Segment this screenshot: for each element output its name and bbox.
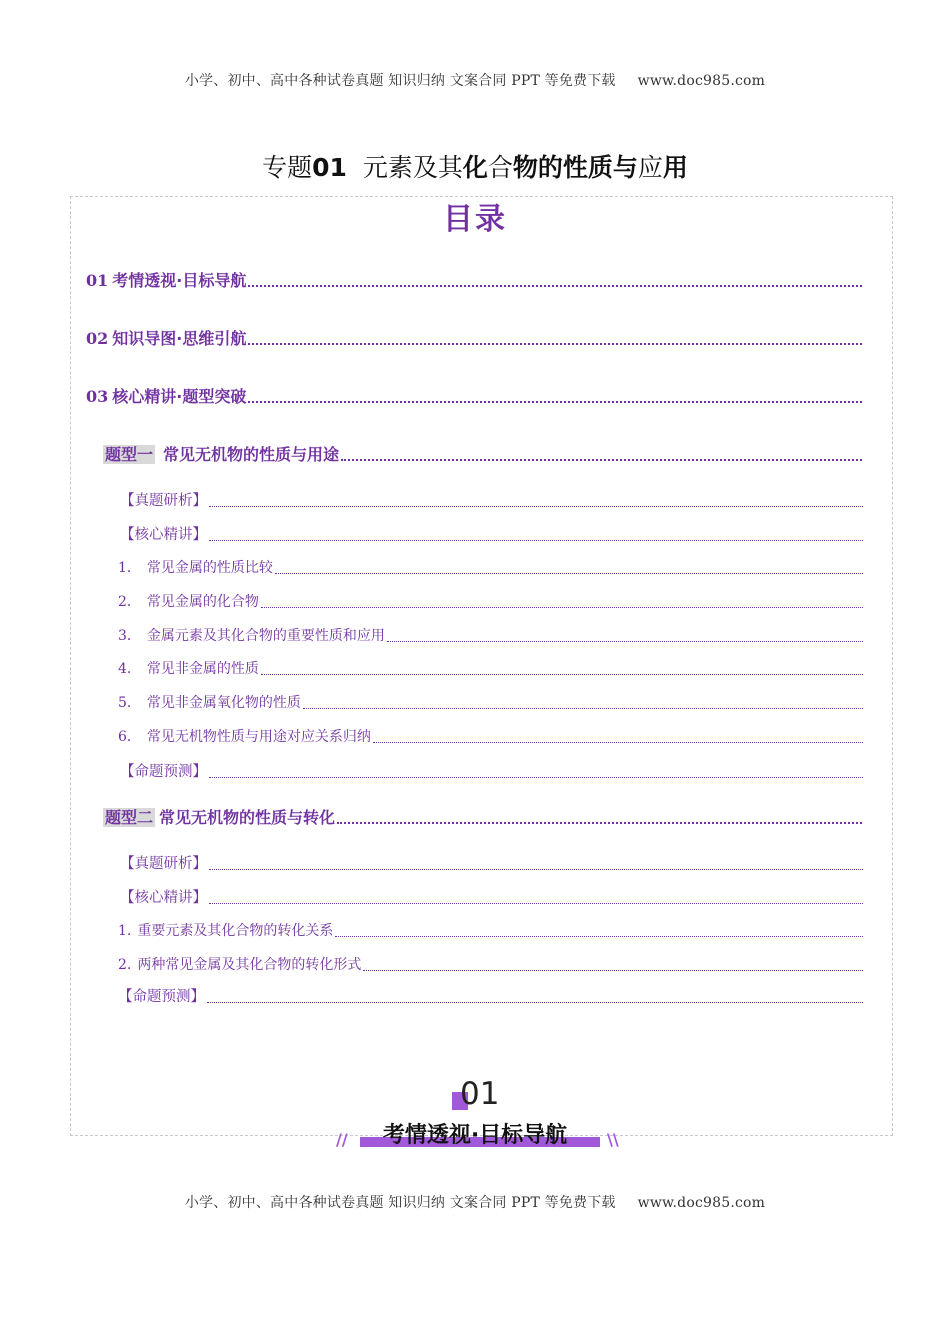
toc-section-03[interactable] (86, 384, 862, 407)
title-part-4: 化 (462, 153, 488, 182)
document-title (0, 148, 950, 184)
toc-type-1[interactable] (103, 442, 862, 465)
toc-point-2-2[interactable] (118, 954, 863, 974)
toc-leader-dots (248, 401, 862, 403)
toc-item-label: 【真题研析】 (120, 493, 207, 509)
toc-item-zhenti-2[interactable] (120, 852, 863, 873)
toc-leader-dots (387, 641, 863, 642)
toc-type-label: 常见无机物的性质与用途 (163, 445, 340, 464)
toc-point-2-1[interactable] (118, 920, 863, 940)
toc-item-zhenti-1[interactable] (120, 489, 863, 510)
title-part-5: 合 (487, 153, 513, 182)
toc-section-label: 考情透视·目标导航 (112, 271, 247, 290)
toc-leader-dots (248, 343, 862, 345)
toc-leader-dots (209, 540, 863, 541)
toc-leader-dots (261, 674, 863, 675)
toc-type-2[interactable] (103, 805, 862, 828)
toc-leader-dots (209, 777, 863, 778)
header-url[interactable]: www.doc985.com (637, 73, 766, 89)
toc-leader-dots (209, 903, 863, 904)
toc-leader-dots (248, 285, 862, 287)
toc-point-label: 常见无机物性质与用途对应关系归纳 (146, 729, 371, 745)
toc-item-label: 【命题预测】 (118, 989, 205, 1005)
toc-point-1-4[interactable] (118, 658, 863, 678)
toc-leader-dots (341, 459, 862, 461)
toc-point-num: 2. (118, 957, 132, 973)
toc-point-num: 1. (118, 923, 132, 939)
footer-text: 小学、初中、高中各种试卷真题 知识归纳 文案合同 PPT 等免费下载 (184, 1195, 616, 1211)
page-header (0, 70, 950, 90)
toc-point-label: 常见非金属氧化物的性质 (146, 695, 301, 711)
toc-section-num: 01 (86, 271, 109, 290)
title-part-8: 用 (662, 153, 688, 182)
toc-point-1-2[interactable] (118, 591, 863, 611)
toc-leader-dots (209, 506, 863, 507)
toc-item-label: 【命题预测】 (120, 764, 207, 780)
toc-section-num: 02 (86, 329, 109, 348)
toc-point-num: 4． (118, 661, 141, 677)
toc-item-label: 【真题研析】 (120, 856, 207, 872)
toc-point-label: 重要元素及其化合物的转化关系 (137, 923, 334, 939)
toc-leader-dots (303, 708, 863, 709)
toc-section-num: 03 (86, 387, 109, 406)
page-footer (0, 1192, 950, 1212)
title-part-6: 物的性质与 (512, 153, 638, 182)
toc-point-label: 常见金属的化合物 (146, 594, 259, 610)
toc-leader-dots (337, 822, 862, 824)
toc-leader-dots (261, 607, 863, 608)
toc-point-label: 两种常见金属及其化合物的转化形式 (137, 957, 362, 973)
toc-type-tag: 题型一 (105, 445, 154, 464)
header-text: 小学、初中、高中各种试卷真题 知识归纳 文案合同 PPT 等免费下载 (184, 73, 616, 89)
toc-leader-dots (363, 970, 863, 971)
title-part-1: 专题 (262, 153, 313, 182)
toc-point-1-1[interactable] (118, 557, 863, 577)
toc-point-label: 金属元素及其化合物的重要性质和应用 (146, 628, 385, 644)
toc-point-1-6[interactable] (118, 726, 863, 746)
badge-right-slash-icon: \\ (607, 1130, 619, 1149)
toc-point-num: 3． (118, 628, 141, 644)
toc-item-predict-2[interactable] (118, 985, 863, 1006)
toc-point-1-5[interactable] (118, 692, 863, 712)
footer-url[interactable]: www.doc985.com (637, 1195, 766, 1211)
toc-leader-dots (373, 742, 863, 743)
toc-type-label: 常见无机物的性质与转化 (159, 808, 336, 827)
toc-leader-dots (335, 936, 863, 937)
section-badge-number: 01 (460, 1076, 500, 1112)
toc-section-label: 核心精讲·题型突破 (112, 387, 247, 406)
badge-left-slash-icon: // (336, 1130, 348, 1149)
toc-leader-dots (275, 573, 863, 574)
toc-item-predict-1[interactable] (120, 760, 863, 781)
toc-type-tag: 题型二 (105, 808, 154, 827)
toc-item-label: 【核心精讲】 (120, 527, 207, 543)
toc-point-num: 1． (118, 560, 141, 576)
toc-point-label: 常见金属的性质比较 (146, 560, 273, 576)
toc-section-label: 知识导图·思维引航 (112, 329, 247, 348)
title-part-7: 应 (637, 153, 663, 182)
toc-point-num: 2． (118, 594, 141, 610)
toc-heading: 目录 (443, 202, 507, 237)
toc-point-label: 常见非金属的性质 (146, 661, 259, 677)
toc-section-02[interactable] (86, 326, 862, 349)
toc-leader-dots (209, 869, 863, 870)
toc-item-hexin-2[interactable] (120, 886, 863, 907)
toc-point-num: 6． (118, 729, 141, 745)
toc-item-label: 【核心精讲】 (120, 890, 207, 906)
toc-item-hexin-1[interactable] (120, 523, 863, 544)
toc-leader-dots (207, 1002, 863, 1003)
title-part-3: 元素及其 (362, 153, 463, 182)
section-badge-title: 考情透视·目标导航 (382, 1123, 568, 1148)
toc-section-01[interactable] (86, 268, 862, 291)
toc-point-num: 5． (118, 695, 141, 711)
toc-point-1-3[interactable] (118, 625, 863, 645)
title-part-2: 01 (312, 153, 347, 182)
